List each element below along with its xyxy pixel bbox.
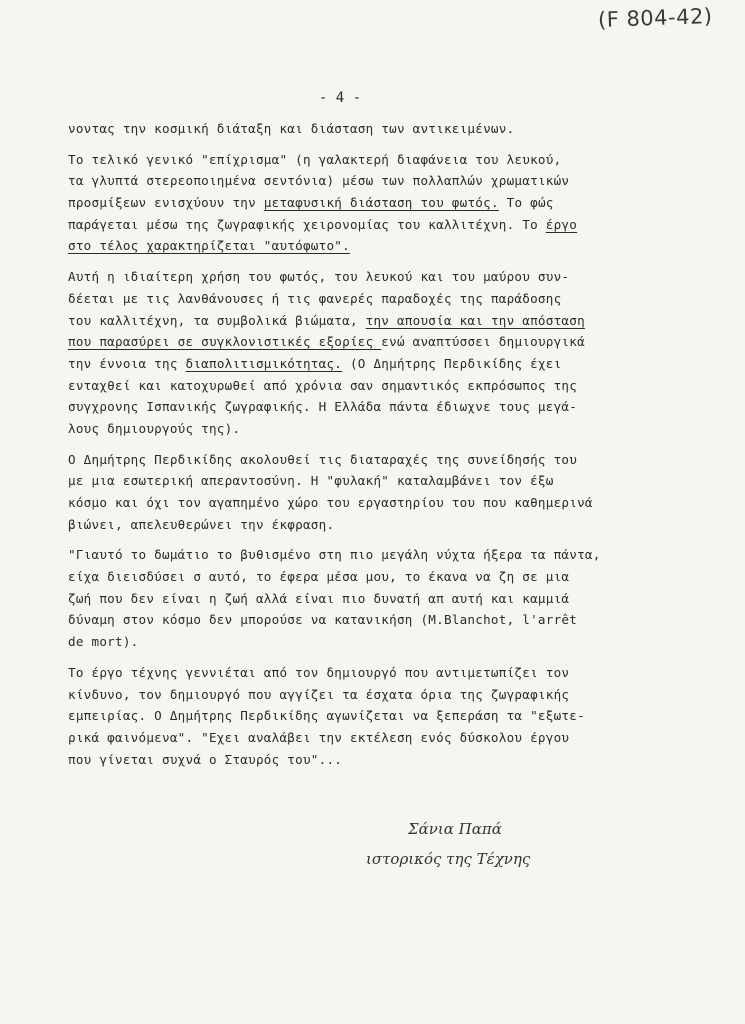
text-line [68, 609, 688, 631]
paragraph [68, 118, 688, 140]
paragraph [68, 149, 688, 257]
text-segment: την έννοια της [68, 355, 186, 371]
text-segment: Ο Δημήτρης Περδικίδης ακολουθεί τις διαταραχές της συνείδησής του [68, 451, 578, 467]
text-segment: προσμίξεων ενισχύουν την [68, 195, 264, 211]
text-segment: που γίνεται συχνά ο Σταυρός του"... [68, 751, 343, 767]
text-line [68, 544, 688, 566]
text-line [68, 170, 688, 192]
text-line [68, 418, 688, 440]
text-segment: δέεται με τις λανθάνουσες ή τις φανερές παραδοχές της παράδοσης [68, 290, 562, 306]
underlined-phrase: στο τέλος χαρακτηρίζεται "αυτόφωτο". [68, 238, 350, 254]
text-line [68, 684, 688, 706]
page-number: - 4 - [318, 90, 362, 106]
text-segment: Το φώς [498, 195, 554, 211]
text-line [68, 310, 688, 332]
text-line [68, 375, 688, 397]
signature-name: Σάνια Παπά [408, 820, 502, 838]
text-line [68, 353, 688, 375]
text-line [68, 588, 688, 610]
body-text [68, 118, 688, 770]
text-line [68, 331, 688, 353]
text-segment: είχα διεισδύσει σ αυτό, το έφερα μέσα μου, το έκανα να ζη σε μια [68, 569, 570, 585]
signature-title: ιστορικός της Τέχνης [366, 850, 531, 868]
text-line [68, 396, 688, 418]
text-segment: με μια εσωτερική απεραντοσύνη. Η "φυλακή" καταλαμβάνει τον έξω [68, 473, 554, 489]
paragraph [68, 544, 688, 652]
text-segment: συγχρονης Ισπανικής ζωγραφικής. Η Ελλάδα πάντα έδιωχνε τους μεγά- [68, 399, 578, 415]
underlined-phrase: έργο [545, 216, 578, 232]
text-segment: κόσμο και όχι τον αγαπημένο χώρο του εργαστηρίου του που καθημερινά [68, 495, 593, 510]
paragraph [68, 662, 688, 770]
text-segment: "Γιαυτό το δωμάτιο το βυθισμένο στη πιο μεγάλη νύχτα ήξερα τα πάντα, [68, 547, 601, 563]
text-line [68, 214, 688, 236]
paragraph-gap [68, 440, 688, 449]
paragraph [68, 449, 688, 536]
text-segment: νοντας την κοσμική διάταξη και διάσταση των αντικειμένων. [68, 121, 515, 136]
text-segment: ενώ αναπτύσσει δημιουργικά [381, 334, 585, 350]
paragraph-gap [68, 140, 688, 149]
text-line [68, 470, 688, 492]
text-line [68, 266, 688, 288]
archive-code: (F 804-42) [597, 4, 713, 32]
text-line [68, 727, 688, 749]
text-segment: ζωή που δεν είναι η ζωή αλλά είναι πιο δυνατή απ αυτή και καμμιά [68, 590, 570, 606]
text-line [68, 235, 688, 257]
text-segment: λους δημιουργούς της). [68, 420, 241, 436]
text-segment: ενταχθεί και κατοχυρωθεί από χρόνια σαν σημαντικός εκπρόσωπος της [68, 377, 578, 393]
paragraph-gap [68, 257, 688, 266]
text-line [68, 705, 688, 727]
text-segment: ρικά φαινόμενα". "Εχει αναλάβει την εκτέλεση ενός δύσκολου έργου [68, 729, 570, 745]
text-segment: παράγεται μέσω της ζωγραφικής χειρονομίας του καλλιτέχνη. Το [68, 216, 546, 232]
text-segment: του καλλιτέχνη, τα συμβολικά βιώματα, [68, 312, 366, 328]
text-line [68, 492, 688, 514]
text-line [68, 449, 688, 471]
text-segment: κίνδυνο, τον δημιουργό που αγγίζει τα έσχατα όρια της ζωγραφικής [68, 686, 570, 702]
text-segment: τα γλυπτά στερεοποιημένα σεντόνια) μέσω των πολλαπλών χρωματικών [68, 173, 570, 189]
text-segment: εμπειρίας. Ο Δημήτρης Περδικίδης αγωνίζεται να ξεπεράση τα "εξωτε- [68, 708, 585, 724]
text-line [68, 514, 688, 536]
text-segment: βιώνει, απελευθερώνει την έκφραση. [68, 516, 335, 532]
text-line [68, 118, 688, 140]
underlined-phrase: την απουσία και την απόσταση [365, 312, 585, 328]
paragraph-gap [68, 535, 688, 544]
text-line [68, 566, 688, 588]
text-line [68, 288, 688, 310]
text-line [68, 631, 688, 653]
text-line [68, 662, 688, 684]
text-line [68, 749, 688, 771]
underlined-phrase: μεταφυσική διάσταση του φωτός. [263, 195, 499, 211]
paragraph-gap [68, 653, 688, 662]
underlined-phrase: διαπολιτισμικότητας. [185, 355, 343, 371]
paragraph [68, 266, 688, 440]
text-segment: Το έργο τέχνης γεννιέται από τον δημιουργό που αντιμετωπίζει τον [68, 664, 570, 680]
text-segment: Το τελικό γενικό "επίχρισμα" (η γαλακτερή διαφάνεια του λευκού, [68, 151, 562, 167]
text-segment: δύναμη στον κόσμο δεν μπορούσε να κατανικήση (M.Blanchot, l'arrêt [68, 612, 578, 628]
text-segment: de mort). [68, 634, 139, 650]
text-segment: (Ο Δημήτρης Περδικίδης έχει [342, 355, 562, 371]
text-segment: Αυτή η ιδιαίτερη χρήση του φωτός, του λευκού και του μαύρου συν- [68, 269, 570, 285]
text-line [68, 192, 688, 214]
underlined-phrase: που παρασύρει σε συγκλονιστικές εξορίες [68, 334, 382, 350]
text-line [68, 149, 688, 171]
